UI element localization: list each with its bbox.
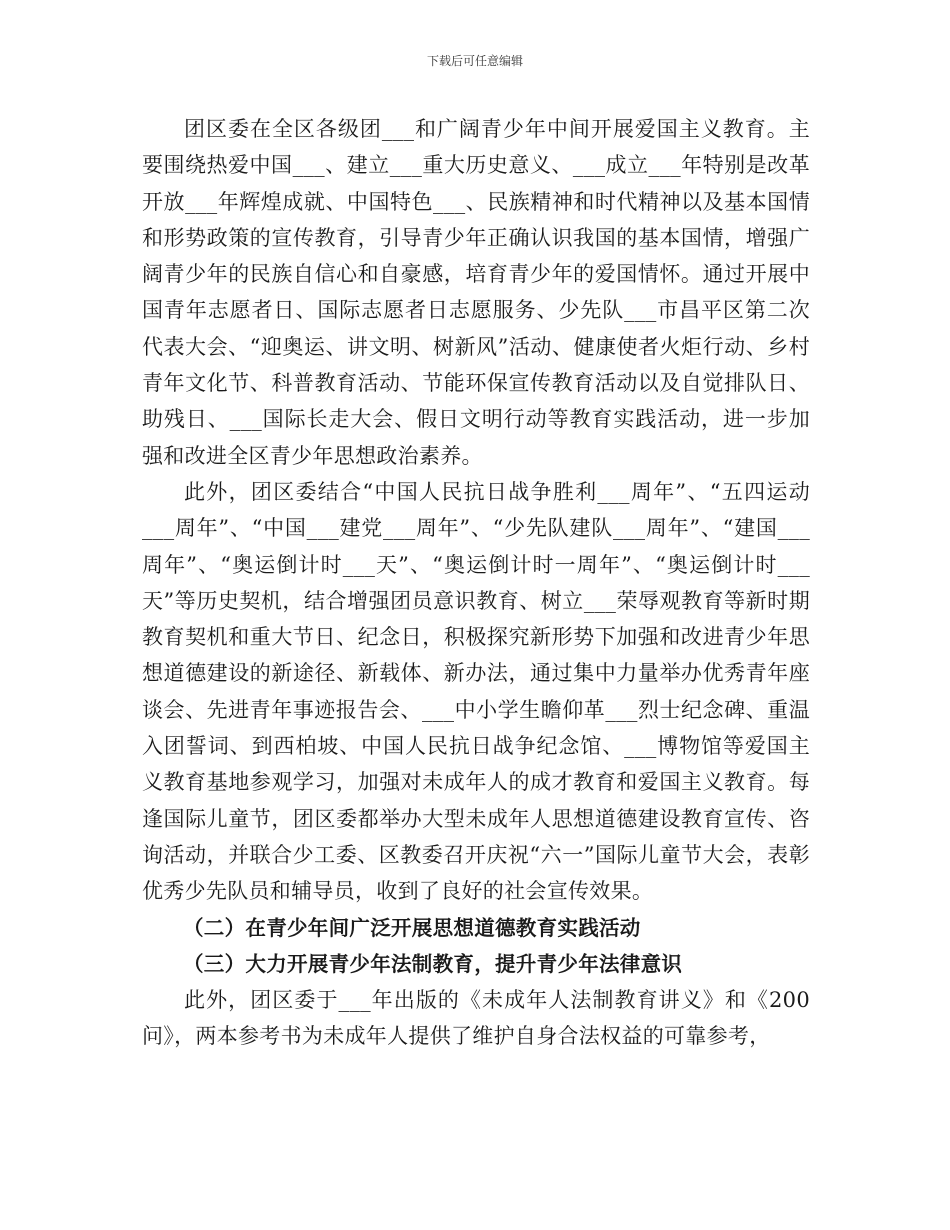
section-heading-legal-education: （三）大力开展青少年法制教育，提升青少年法律意识: [183, 951, 683, 976]
section-heading-moral-education: （二）在青少年间广泛开展思想道德教育实践活动: [183, 915, 641, 940]
document-body: [142, 111, 810, 1055]
paragraph-patriotic-education: 团区委在全区各级团___和广阔青少年中间开展爱国主义教育。主要围绕热爱中国___、建立___重大历史意义、___成立___年特别是改革开放___年辉煌成就、中国特色___、民族精神和时代精神以及基本国情和形势政策的宣传教育，引导青少年正确认识我国的基本国情，增强广阔青少年的民族自信心和自豪感，培育青少年的爱国情怀。通过开展中国青年志愿者日、国际志愿者日志愿服务、少先队___市昌平区第二次代表大会、“迎奥运、讲文明、树新风”活动、健康使者火炬行动、乡村青年文化节、科普教育活动、节能环保宣传教育活动以及自觉排队日、助残日、___国际长走大会、假日文明行动等教育实践活动，进一步加强和改进全区青少年思想政治素养。: [142, 117, 810, 468]
page-header-note: 下载后可任意编辑: [426, 54, 523, 68]
paragraph-historical-occasions: 此外，团区委结合“中国人民抗日战争胜利___周年”、“五四运动___周年”、“中国___建党___周年”、“少先队建队___周年”、“建国___周年”、“奥运倒计时___天”、“奥运倒计时一周年”、“奥运倒计时___天”等历史契机，结合增强团员意识教育、树立___荣辱观教育等新时期教育契机和重大节日、纪念日，积极探究新形势下加强和改进青少年思想道德建设的新途径、新载体、新办法，通过集中力量举办优秀青年座谈会、先进青年事迹报告会、___中小学生瞻仰革___烈士纪念碑、重温入团誓词、到西柏坡、中国人民抗日战争纪念馆、___博物馆等爱国主义教育基地参观学习，加强对未成年人的成才教育和爱国主义教育。每逢国际儿童节，团区委都举办大型未成年人思想道德建设教育宣传、咨询活动，并联合少工委、区教委召开庆祝“六一”国际儿童节大会，表彰优秀少先队员和辅导员，收到了良好的社会宣传效果。: [142, 479, 810, 904]
paragraph-legal-books: 此外，团区委于___年出版的《未成年人法制教育讲义》和《200问》，两本参考书为未成年人提供了维护自身合法权益的可靠参考，: [142, 988, 810, 1049]
